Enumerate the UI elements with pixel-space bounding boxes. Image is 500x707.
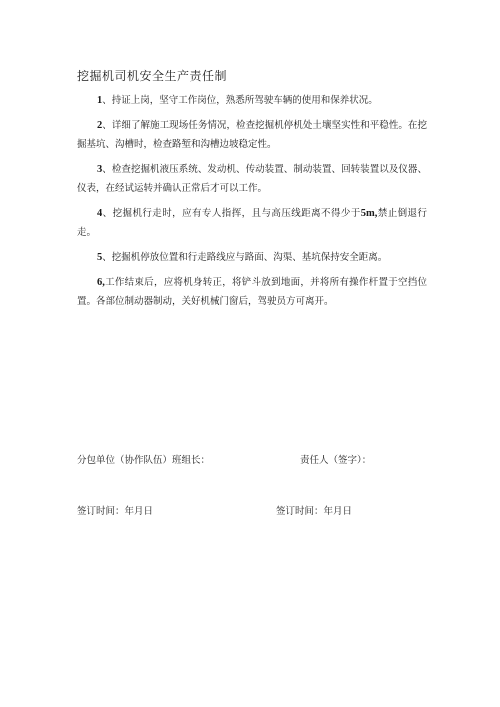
clause-text: 工作结束后，应将机身转正，将铲斗放到地面，并将所有操作杆置于空挡位置。各部位制动器制动，关好机械门窗后，驾驶员方可离开。: [77, 277, 427, 307]
clause-number: 1: [97, 95, 103, 106]
clause-3: [77, 160, 427, 198]
clause-number: 5: [97, 252, 103, 263]
clause-text: 挖掘机停放位置和行走路线应与路面、沟渠、基坑保持安全距离。: [111, 252, 388, 263]
clause-1: [77, 91, 427, 110]
clause-text-continued: 禁止倒退行走。: [77, 208, 427, 238]
clause-separator: 、: [102, 208, 113, 219]
clause-list: [77, 91, 427, 317]
sign-date-right: 签订时间：年月日: [276, 506, 353, 517]
clause-2: [77, 116, 427, 154]
subcontractor-leader-label: 分包单位（协作队伍）班组长：: [77, 455, 211, 466]
responsible-person-label: 责任人（签字）：: [300, 455, 372, 466]
distance-value: 5m,: [360, 208, 378, 219]
clause-text: 详细了解施工现场任务情况，检查挖掘机停机处土壤坚实性和平稳性。在挖掘基坑、沟槽时，检查路堑和沟槽边坡稳定性。: [77, 120, 427, 150]
clause-number: 6,: [97, 277, 105, 288]
clause-separator: 、: [102, 252, 112, 263]
sign-date-left: 签订时间：年月日: [77, 506, 154, 517]
clause-6: [77, 273, 427, 311]
clause-text: 挖掘机行走时，应有专人指挥，且与高压线距离不得少于: [112, 208, 361, 219]
clause-separator: 、: [102, 164, 112, 175]
clause-5: [77, 248, 427, 267]
clause-4: [77, 204, 427, 242]
clause-text: 持证上岗，坚守工作岗位，熟悉所驾驶车辆的使用和保养状况。: [111, 95, 378, 106]
clause-number: 2: [97, 120, 103, 131]
clause-separator: 、: [102, 95, 112, 106]
document-title: 挖掘机司机安全生产责任制: [77, 69, 228, 83]
clause-number: 4: [97, 208, 103, 219]
clause-number: 3: [97, 164, 103, 175]
clause-separator: 、: [102, 120, 112, 131]
clause-text: 检查挖掘机液压系统、发动机、传动装置、制动装置、回转装置以及仪器、仪表，在经试运转并确认正常后才可以工作。: [77, 164, 427, 194]
